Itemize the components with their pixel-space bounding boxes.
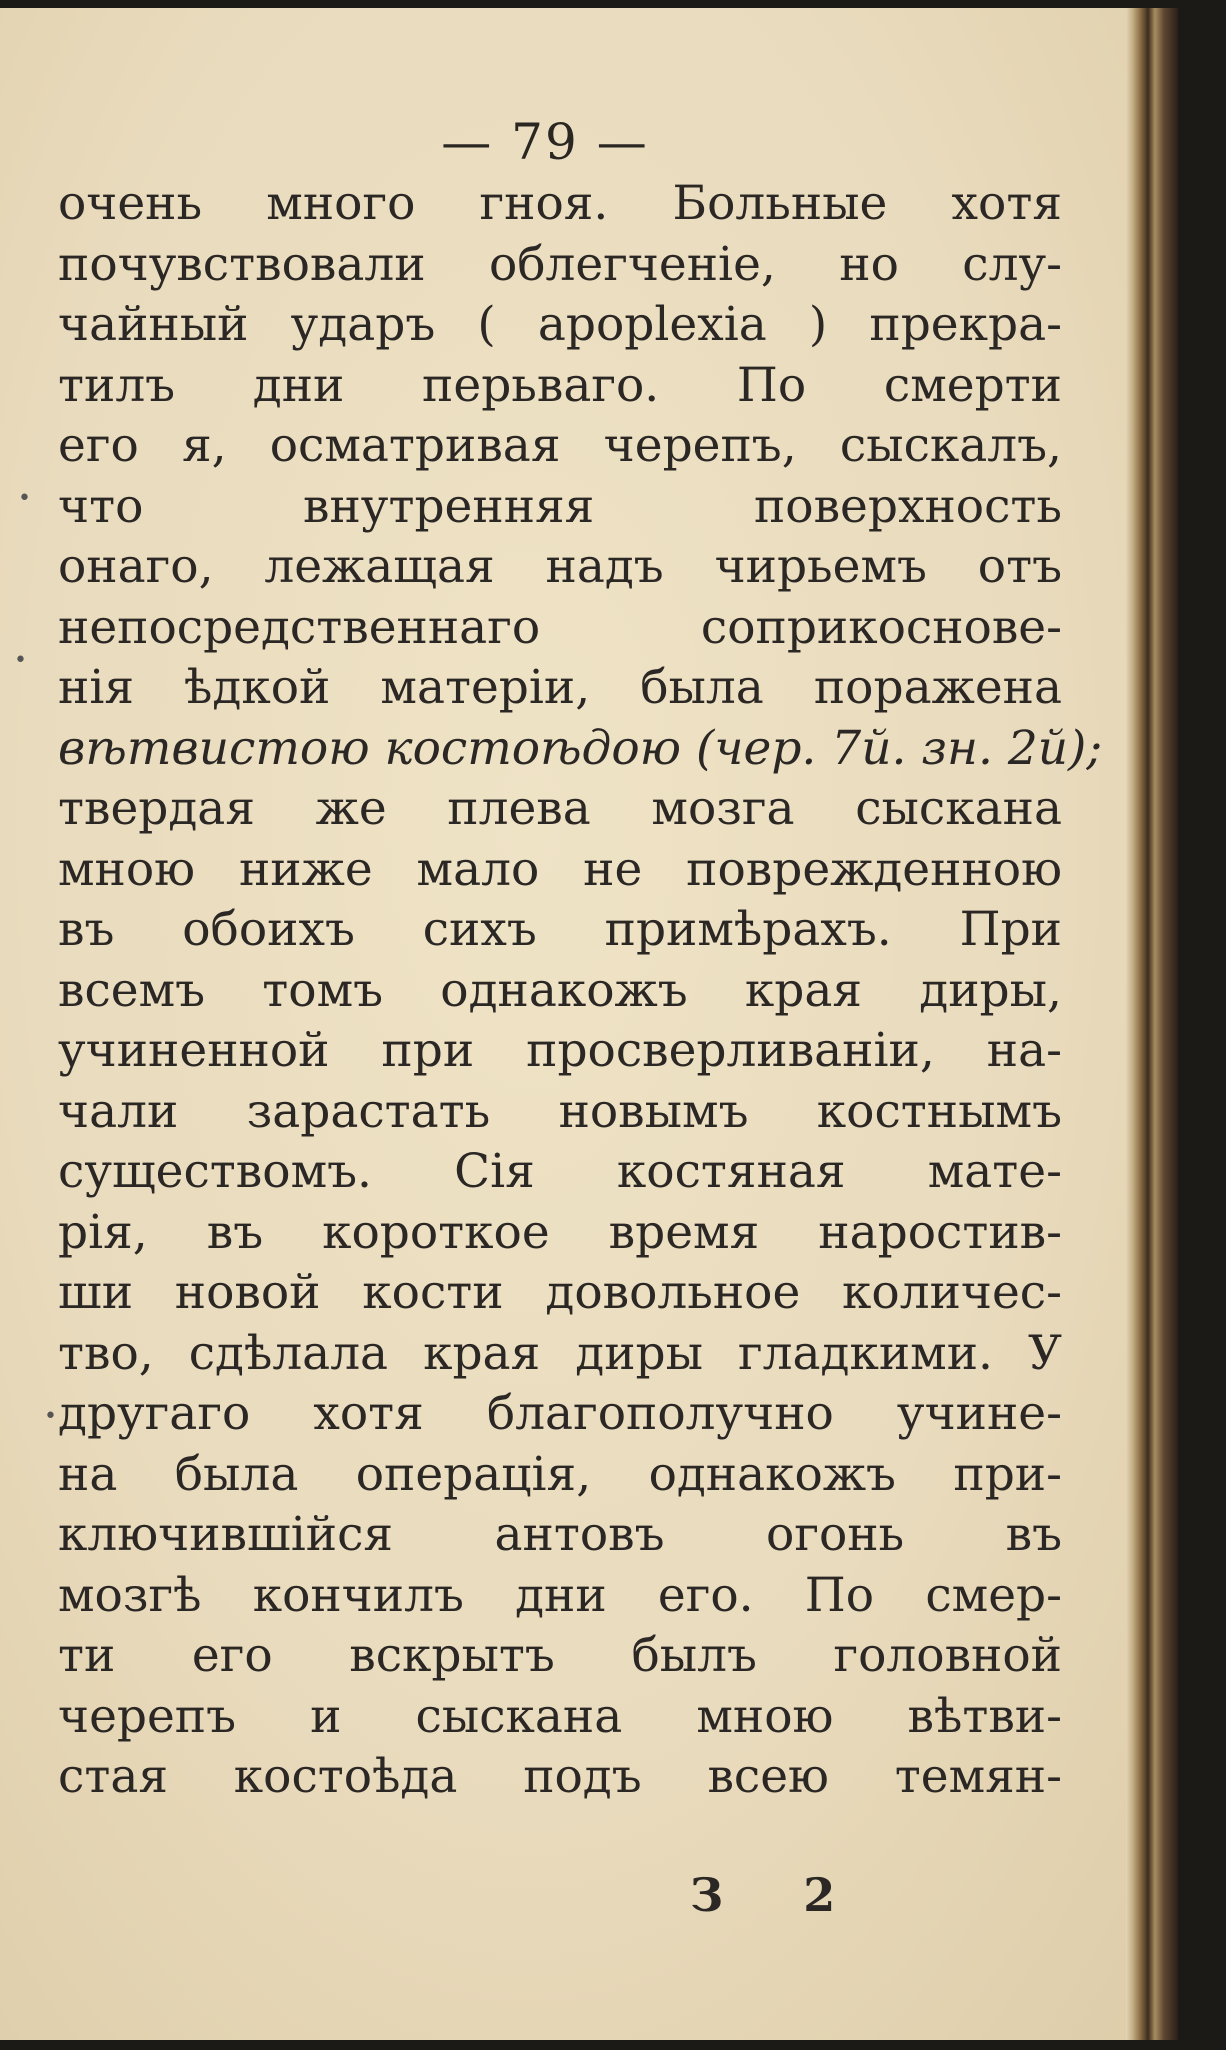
margin-speck: • [44,1404,57,1429]
text-line: существомъ. Сія костяная мате- [58,1144,1062,1199]
text-line: стая костоѣда подъ всею темян- [58,1749,1062,1804]
text-line: ши новой кости довольное количес- [58,1265,1062,1320]
text-line: тво, сдѣлала края диры гладкими. У [58,1325,1062,1381]
page-number-header: — 79 — [441,113,649,171]
text-line: почувствовали облегченіе, но слу- [58,236,1062,292]
text-line: мозгѣ кончилъ дни его. По смер- [58,1567,1062,1623]
text-line: тилъ дни перьваго. По смерти [58,357,1062,413]
text-line: чали зарастать новымъ костнымъ [58,1083,1062,1139]
text-line: ключившійся антовъ огонь въ [58,1507,1062,1562]
text-line: учиненной при просверливаніи, на- [58,1023,1062,1078]
margin-speck: • [18,486,31,511]
text-line: на была операція, однакожъ при- [58,1446,1062,1502]
text-line: непосредственнаго соприкоснове- [58,599,1062,655]
book-page [0,8,1178,2040]
text-line: что внутренняя поверхность [58,478,1062,534]
margin-speck: • [14,648,27,673]
text-line: твердая же плева мозга сыскана [58,781,1062,836]
text-line: нія ѣдкой матеріи, была поражена [58,660,1062,715]
book-spine [1132,8,1178,2040]
text-line: онаго, лежащая надъ чирьемъ отъ [58,539,1062,594]
text-line: очень много гноя. Больные хотя [58,176,1062,231]
text-line: всемъ томъ однакожъ края диры, [58,962,1062,1018]
text-line: черепъ и сыскана мною вѣтви- [58,1688,1062,1744]
text-line: чайный ударъ ( apoplexia ) прекра- [58,297,1062,352]
body-text [58,174,1103,1808]
text-line: другаго хотя благополучно учине- [58,1386,1062,1441]
text-line: въ обоихъ сихъ примѣрахъ. При [58,902,1062,957]
text-line: рія, въ короткое время наростив- [58,1204,1062,1260]
text-line: мною ниже мало не поврежденною [58,841,1062,897]
signature-mark: З 2 [690,1868,868,1922]
text-line-italic: вѣтвистою костоѣдою (чер. 7й. зн. 2й); [58,720,1103,776]
text-line: его я, осматривая черепъ, сыскалъ, [58,418,1062,473]
text-line: ти его вскрытъ былъ головной [58,1628,1062,1683]
